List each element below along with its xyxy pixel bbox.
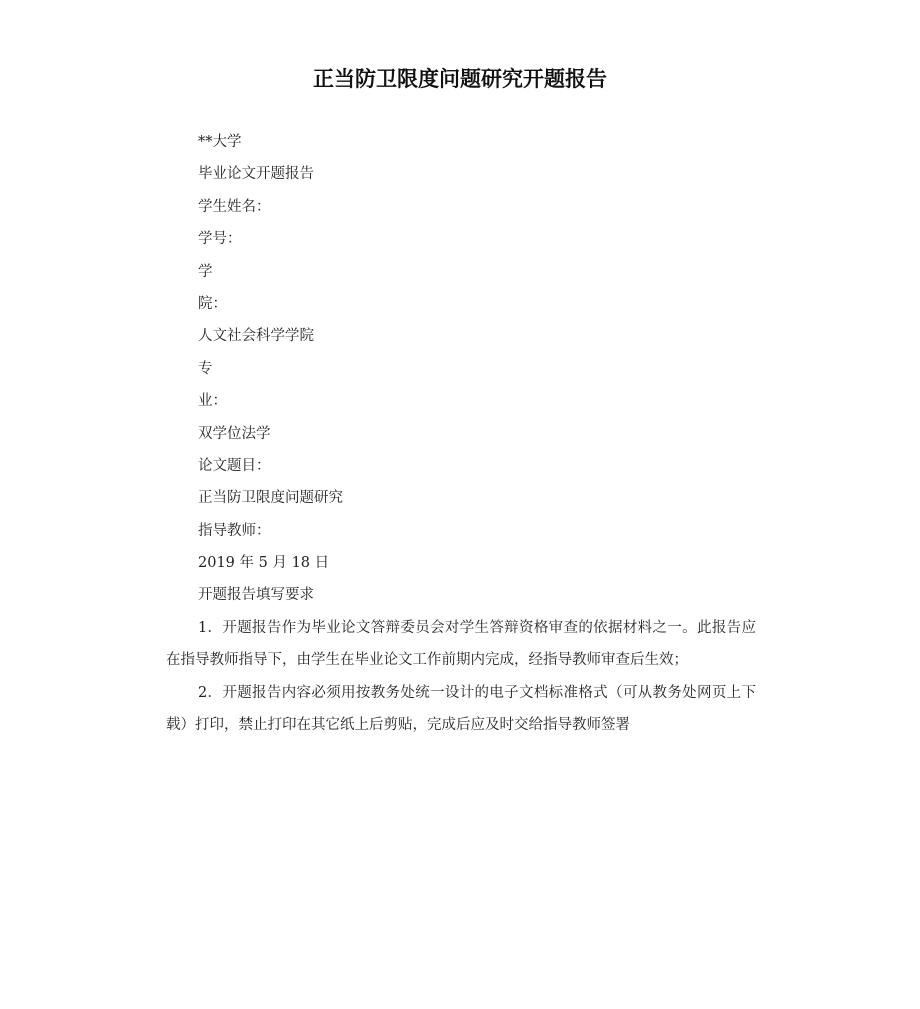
student-name-label: 学生姓名： <box>198 198 271 215</box>
major-label-part2: 业： <box>198 393 227 410</box>
advisor-label: 指导教师： <box>198 522 271 539</box>
report-date: 2019 年 5 月 18 日 <box>198 555 330 572</box>
thesis-title-value: 正当防卫限度问题研究 <box>198 490 343 507</box>
thesis-title-label: 论文题目： <box>198 457 271 474</box>
document-title: 正当防卫限度问题研究开题报告 <box>313 67 607 91</box>
major-label-part1: 专 <box>198 360 213 377</box>
college-label-part2: 院： <box>198 295 227 312</box>
major-value: 双学位法学 <box>198 425 271 442</box>
report-type-line: 毕业论文开题报告 <box>198 166 314 183</box>
document-body <box>166 126 766 741</box>
requirement-paragraph-1: 1．开题报告作为毕业论文答辩委员会对学生答辩资格审查的依据材料之一。此报告应在指导教师指导下，由学生在毕业论文工作前期内完成，经指导教师审查后生效； <box>166 619 756 669</box>
university-name-line: **大学 <box>198 134 242 150</box>
college-value: 人文社会科学学院 <box>198 328 314 345</box>
student-id-label: 学号： <box>198 231 242 248</box>
requirement-paragraph-2: 2．开题报告内容必须用按教务处统一设计的电子文档标准格式（可从教务处网页上下载）打印，禁止打印在其它纸上后剪贴，完成后应及时交给指导教师签署 <box>166 684 756 734</box>
college-label-part1: 学 <box>198 263 213 280</box>
requirements-heading: 开题报告填写要求 <box>198 587 314 604</box>
